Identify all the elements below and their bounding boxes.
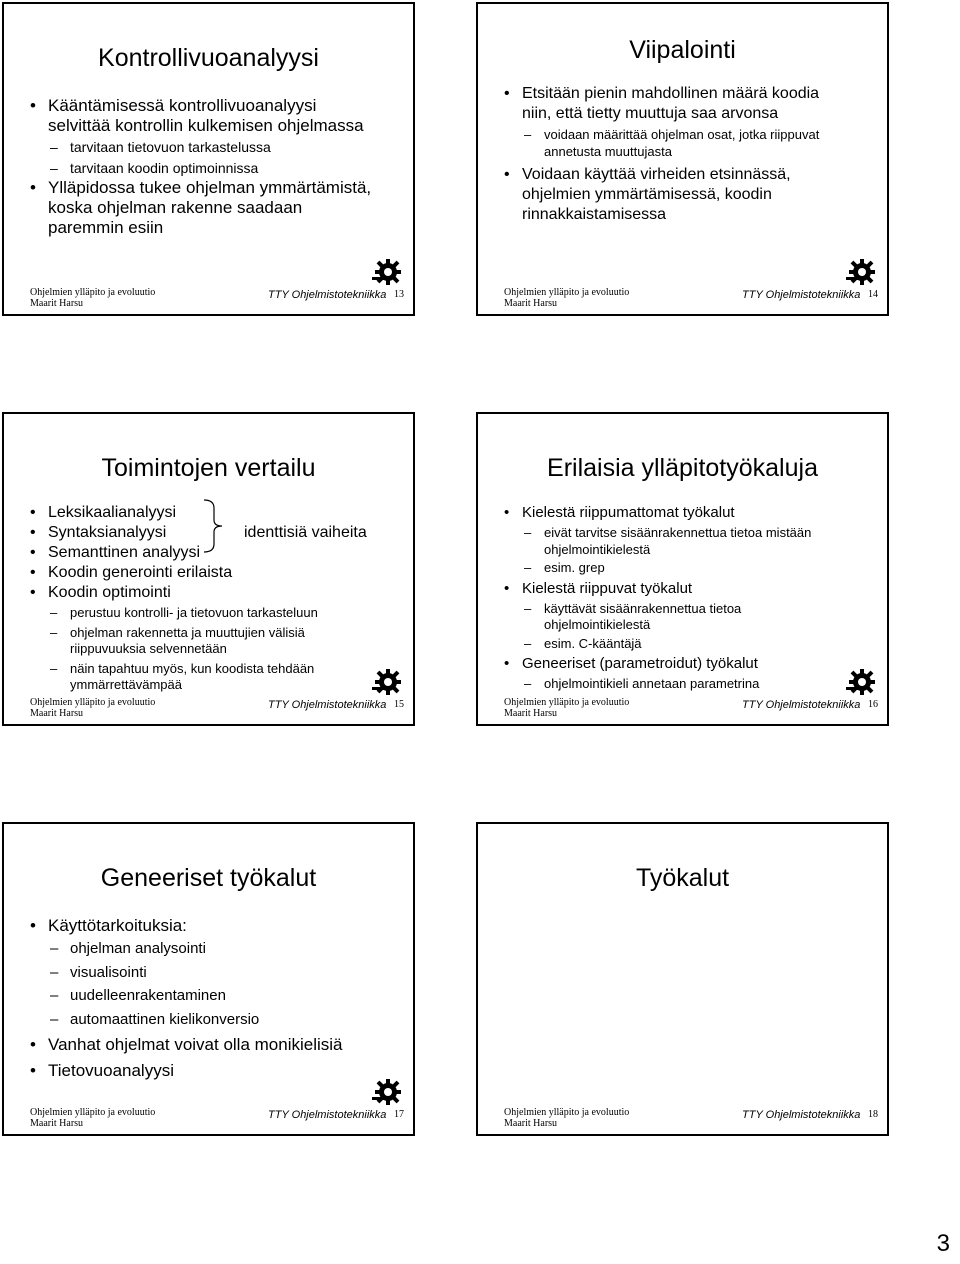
sub-bullet: – ohjelman rakennetta ja muuttujien välisiä riippuvuuksia selvennetään bbox=[26, 625, 370, 658]
slide-content bbox=[26, 96, 381, 238]
slide-footer bbox=[478, 274, 887, 314]
slide-number: 16 bbox=[868, 699, 878, 710]
slide-16 bbox=[476, 412, 889, 726]
gear-logo-icon bbox=[372, 668, 404, 696]
slide-18 bbox=[476, 822, 889, 1136]
slide-title: Geneeriset työkalut bbox=[100, 864, 317, 892]
footer-author: Maarit Harsu bbox=[504, 708, 558, 719]
gear-logo-icon bbox=[372, 1078, 404, 1106]
sub-bullet: – käyttävät sisäänrakennettua tietoa ohjelmointikielestä bbox=[500, 601, 784, 634]
page-number: 3 bbox=[936, 1230, 950, 1257]
slide-15 bbox=[2, 412, 415, 726]
slide-number: 17 bbox=[394, 1109, 404, 1120]
slide-footer bbox=[478, 1094, 887, 1134]
footer-author: Maarit Harsu bbox=[30, 298, 84, 309]
bracket-label: identtisiä vaiheita bbox=[244, 524, 367, 541]
gear-logo-icon bbox=[846, 258, 878, 286]
footer-author: Maarit Harsu bbox=[504, 298, 558, 309]
bullet: • Vanhat ohjelmat voivat olla monikielisiä bbox=[26, 1035, 386, 1055]
bullet: • Kielestä riippuvat työkalut bbox=[500, 579, 840, 599]
slide-footer bbox=[4, 684, 413, 724]
sub-bullet: – perustuu kontrolli- ja tietovuon tarkasteluun bbox=[26, 605, 370, 622]
slide-title: Viipalointi bbox=[629, 36, 736, 64]
slide-title: Toimintojen vertailu bbox=[101, 454, 316, 482]
slide-number: 13 bbox=[394, 289, 404, 300]
slide-footer bbox=[4, 1094, 413, 1134]
sub-bullet: – tarvitaan koodin optimoinnissa bbox=[26, 160, 381, 177]
bullet: • Leksikaalianalyysi bbox=[26, 503, 386, 523]
footer-institution: TTY Ohjelmistotekniikka bbox=[268, 1109, 387, 1121]
sub-bullet: – eivät tarvitse sisäänrakennettua tietoa mistään ohjelmointikielestä bbox=[500, 525, 844, 558]
slide-number: 15 bbox=[394, 699, 404, 710]
footer-course: Ohjelmien ylläpito ja evoluutio bbox=[504, 287, 630, 298]
sub-bullet: – voidaan määrittää ohjelman osat, jotka riippuvat annetusta muuttujasta bbox=[500, 127, 830, 160]
bullet: • Käyttötarkoituksia: bbox=[26, 916, 386, 936]
footer-institution: TTY Ohjelmistotekniikka bbox=[742, 289, 861, 301]
slide-footer bbox=[4, 274, 413, 314]
slide-title: Työkalut bbox=[635, 864, 730, 892]
footer-institution: TTY Ohjelmistotekniikka bbox=[268, 289, 387, 301]
sub-bullet: – näin tapahtuu myös, kun koodista tehdään ymmärrettävämpää bbox=[26, 661, 370, 694]
bullet: • Voidaan käyttää virheiden etsinnässä, ohjelmien ymmärtämisessä, koodin rinnakkaistamisessa bbox=[500, 165, 830, 225]
bullet: • Koodin generointi erilaista bbox=[26, 563, 386, 583]
slide-17 bbox=[2, 822, 415, 1136]
footer-author: Maarit Harsu bbox=[30, 708, 84, 719]
sub-bullet: – ohjelmointikieli annetaan parametrina bbox=[500, 676, 840, 693]
bullet: • Semanttinen analyysi bbox=[26, 543, 386, 563]
bullet: • Etsitään pienin mahdollinen määrä koodia niin, että tietty muuttuja saa arvonsa bbox=[500, 84, 830, 124]
bullet: • Kääntämisessä kontrollivuoanalyysi selvittää kontrollin kulkemisen ohjelmassa bbox=[26, 96, 381, 136]
footer-course: Ohjelmien ylläpito ja evoluutio bbox=[504, 697, 630, 708]
footer-institution: TTY Ohjelmistotekniikka bbox=[268, 699, 387, 711]
sub-bullet: – esim. C-kääntäjä bbox=[500, 636, 840, 653]
slide-title: Erilaisia ylläpitotyökaluja bbox=[547, 454, 818, 482]
footer-institution: TTY Ohjelmistotekniikka bbox=[742, 699, 861, 711]
footer-author: Maarit Harsu bbox=[30, 1118, 84, 1129]
footer-course: Ohjelmien ylläpito ja evoluutio bbox=[30, 287, 156, 298]
slide-content bbox=[500, 503, 840, 693]
footer-course: Ohjelmien ylläpito ja evoluutio bbox=[504, 1107, 630, 1118]
footer-author: Maarit Harsu bbox=[504, 1118, 558, 1129]
slide-number: 14 bbox=[868, 289, 878, 300]
slide-content bbox=[26, 916, 386, 1081]
bullet: • Ylläpidossa tukee ohjelman ymmärtämistä, koska ohjelman rakenne saadaan paremmin esiin bbox=[26, 178, 381, 238]
gear-logo-icon bbox=[846, 668, 878, 696]
sub-bullet: – uudelleenrakentaminen bbox=[26, 988, 386, 1005]
slide-13 bbox=[2, 2, 415, 316]
bullet: • Syntaksianalyysi bbox=[26, 523, 386, 543]
footer-course: Ohjelmien ylläpito ja evoluutio bbox=[30, 1107, 156, 1118]
slide-number: 18 bbox=[868, 1109, 878, 1120]
slide-title: Kontrollivuoanalyysi bbox=[98, 44, 319, 72]
bullet: • Tietovuoanalyysi bbox=[26, 1061, 386, 1081]
bullet: • Kielestä riippumattomat työkalut bbox=[500, 503, 840, 523]
sub-bullet: – visualisointi bbox=[26, 965, 386, 982]
bullet: • Geneeriset (parametroidut) työkalut bbox=[500, 654, 840, 674]
slide-footer bbox=[478, 684, 887, 724]
sub-bullet: – esim. grep bbox=[500, 560, 840, 577]
bracket-brace bbox=[202, 498, 226, 554]
slide-14 bbox=[476, 2, 889, 316]
sub-bullet: – tarvitaan tietovuon tarkastelussa bbox=[26, 139, 381, 156]
gear-logo-icon bbox=[372, 258, 404, 286]
sub-bullet: – ohjelman analysointi bbox=[26, 941, 386, 958]
footer-institution: TTY Ohjelmistotekniikka bbox=[742, 1109, 861, 1121]
bullet: • Koodin optimointi bbox=[26, 583, 386, 603]
footer-course: Ohjelmien ylläpito ja evoluutio bbox=[30, 697, 156, 708]
sub-bullet: – automaattinen kielikonversio bbox=[26, 1012, 386, 1029]
slide-content bbox=[500, 84, 830, 225]
